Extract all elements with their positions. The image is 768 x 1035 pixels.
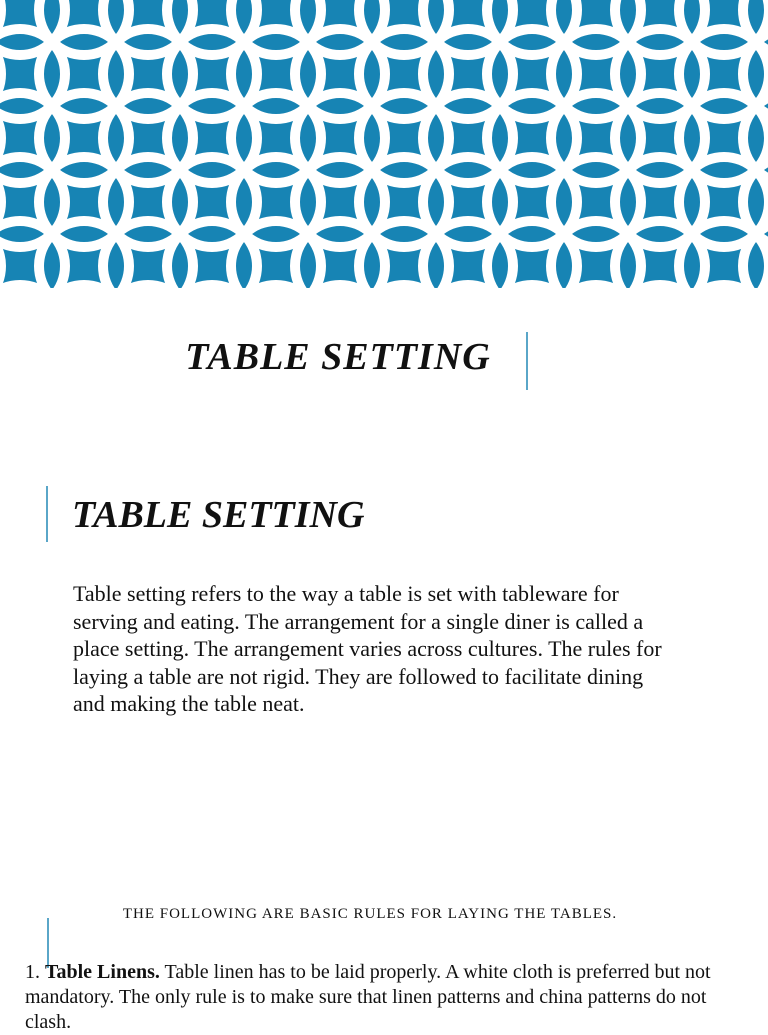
rule-text: Table linen has to be laid properly. A white cloth is preferred but not mandatory. The only rule is to make sure that linen patterns and china patterns do not clash.	[25, 961, 711, 1033]
rules-heading: THE FOLLOWING ARE BASIC RULES FOR LAYING THE TABLES.	[122, 906, 618, 922]
slide-title: TABLE SETTING	[185, 336, 491, 378]
decorative-pattern-banner	[0, 0, 768, 288]
intro-paragraph: Table setting refers to the way a table is set with tableware for serving and eating. The arrangement for a single diner is called a place setting. The arrangement varies across cultures. The rules for laying a table are not rigid. They are followed to facilitate dining and making the table neat.	[73, 581, 662, 716]
circle-pattern-graphic	[0, 0, 768, 288]
accent-divider	[526, 332, 528, 390]
rule-number: 1.	[25, 961, 40, 983]
accent-divider	[46, 486, 48, 542]
rule-term: Table Linens.	[45, 961, 160, 983]
section-title: TABLE SETTING	[72, 494, 365, 536]
